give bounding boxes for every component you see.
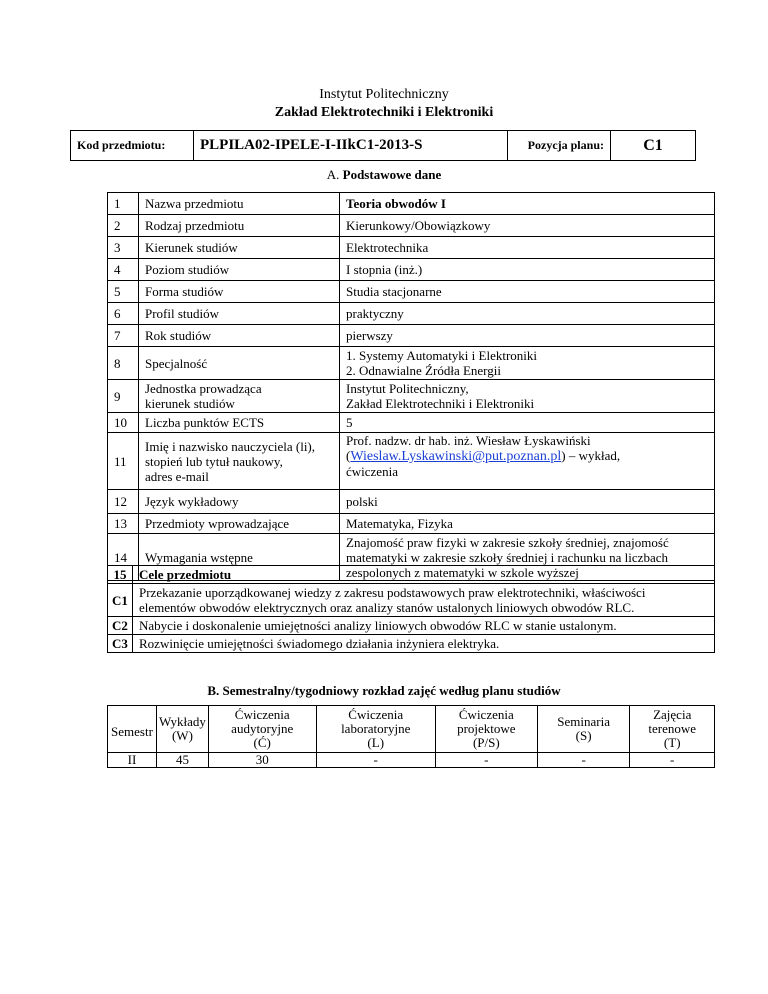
table-row: 1 Nazwa przedmiotu Teoria obwodów I — [108, 193, 715, 215]
institute-name: Instytut Politechniczny — [319, 87, 449, 102]
table-row: 9 Jednostka prowadząca kierunek studiów Instytut Politechniczny, Zakład Elektrotechniki i Elektroniki — [108, 380, 715, 413]
table-row: 4 Poziom studiów I stopnia (inż.) — [108, 259, 715, 281]
course-name: Teoria obwodów I — [340, 193, 715, 215]
table-row: 15 Cele przedmiotu — [108, 566, 715, 584]
table-row: 10 Liczba punktów ECTS 5 — [108, 413, 715, 433]
table-row: 8 Specjalność 1. Systemy Automatyki i Elektroniki 2. Odnawialne Źródła Energii — [108, 347, 715, 380]
section-a-title: A. Podstawowe dane — [326, 167, 442, 182]
section-a-title-text: Podstawowe dane — [342, 167, 442, 182]
table-row: 12 Język wykładowy polski — [108, 490, 715, 514]
table-row: 14 Wymagania wstępne Znajomość praw fizyki w zakresie szkoły średniej, znajomość matematyki w zakresie szkoły średniej i rachunku na liczbach zespolonych z matematyki w szkole wyższej — [108, 534, 715, 581]
table-row: 6 Profil studiów praktyczny — [108, 303, 715, 325]
teacher-email-link[interactable]: Wieslaw.Lyskawinski@put.poznan.pl — [350, 449, 562, 464]
table-row: 2 Rodzaj przedmiotu Kierunkowy/Obowiązkowy — [108, 215, 715, 237]
table-row: 5 Forma studiów Studia stacjonarne — [108, 281, 715, 303]
plan-position-label: Pozycja planu: — [508, 131, 611, 161]
table-row: 7 Rok studiów pierwszy — [108, 325, 715, 347]
document-header — [0, 86, 768, 122]
table-row: 13 Przedmioty wprowadzające Matematyka, Fizyka — [108, 514, 715, 534]
course-code-value: PLPILA02-IPELE-I-IIkC1-2013-S — [194, 131, 508, 161]
schedule-table — [107, 705, 715, 768]
plan-position-value: C1 — [611, 131, 696, 161]
table-row: 11 Imię i nazwisko nauczyciela (li), stopień lub tytuł naukowy, adres e-mail Prof. nadzw. dr hab. inż. Wiesław Łyskawiński (Wieslaw.Lyskawinski@put.poznan.pl) – wykład, ćwiczenia — [108, 433, 715, 490]
department-name: Zakład Elektrotechniki i Elektroniki — [274, 105, 494, 120]
course-goals-table — [107, 565, 715, 653]
table-row: II 45 30 - - - - — [108, 753, 715, 768]
table-row: C1 Przekazanie uporządkowanej wiedzy z zakresu podstawowych praw elektrotechniki, właściwości elementów obwodów elektrycznych oraz analizy stanów ustalonych liniowych obwodów RLC. — [108, 584, 715, 617]
section-b-title: B. Semestralny/tygodniowy rozkład zajęć według planu studiów — [207, 683, 561, 698]
table-row: C3 Rozwinięcie umiejętności świadomego działania inżyniera elektryka. — [108, 635, 715, 653]
goals-title: Cele przedmiotu — [133, 566, 715, 584]
table-row: C2 Nabycie i doskonalenie umiejętności analizy liniowych obwodów RLC w stanie ustalonym. — [108, 617, 715, 635]
basic-data-table — [107, 192, 715, 581]
course-code-label: Kod przedmiotu: — [71, 131, 194, 161]
table-row: Semestr Wykłady (W) Ćwiczenia audytoryjne (Ć) Ćwiczenia laboratoryjne (L) Ćwiczenia projektowe (P/S) Seminaria (S) Zajęcia terenowe (T) — [108, 706, 715, 753]
table-row: 3 Kierunek studiów Elektrotechnika — [108, 237, 715, 259]
course-code-table — [70, 130, 696, 161]
